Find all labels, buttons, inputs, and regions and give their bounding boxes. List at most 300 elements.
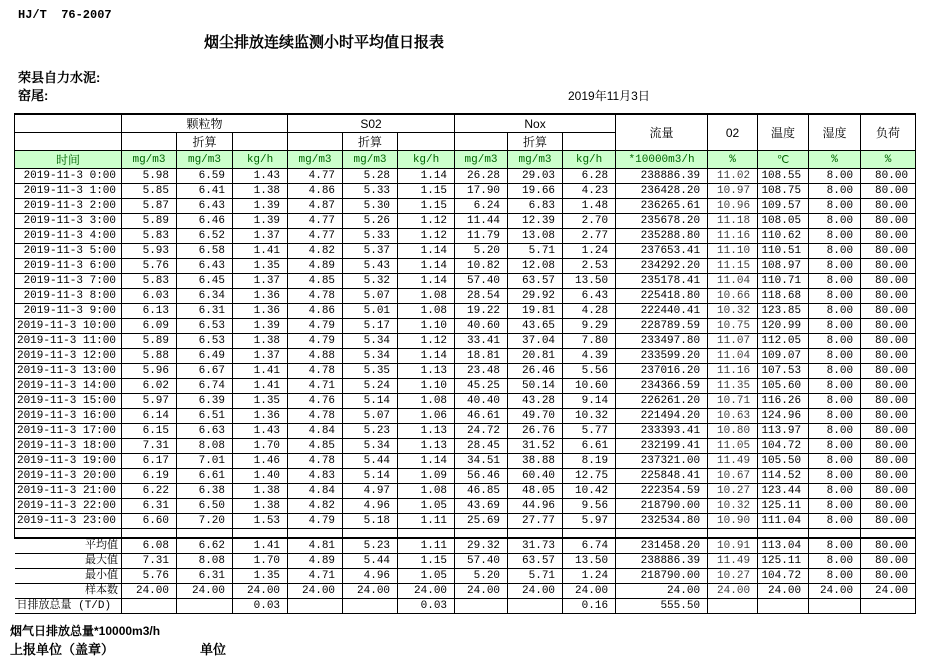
value-cell: 1.08 (398, 484, 455, 499)
value-cell: 5.96 (122, 364, 177, 379)
value-cell: 1.53 (233, 514, 288, 529)
value-cell: 1.38 (233, 484, 288, 499)
value-cell: 1.38 (233, 334, 288, 349)
summary-value-cell: 113.04 (758, 538, 809, 554)
value-cell: 80.00 (861, 439, 916, 454)
value-cell: 6.50 (177, 499, 233, 514)
value-cell: 33.41 (455, 334, 508, 349)
value-cell: 25.69 (455, 514, 508, 529)
value-cell: 31.52 (508, 439, 563, 454)
value-cell: 5.33 (343, 229, 398, 244)
value-cell: 19.81 (508, 304, 563, 319)
unit-header: % (861, 151, 916, 169)
summary-value-cell: 1.11 (398, 538, 455, 554)
value-cell: 80.00 (861, 424, 916, 439)
value-cell: 105.60 (758, 379, 809, 394)
summary-value-cell (288, 598, 343, 613)
value-cell: 80.00 (861, 514, 916, 529)
summary-value-cell: 218790.00 (616, 568, 708, 583)
value-cell: 10.96 (708, 199, 758, 214)
value-cell: 8.00 (809, 514, 861, 529)
table-row (15, 274, 916, 289)
unit-header: ℃ (758, 151, 809, 169)
value-cell: 6.52 (177, 229, 233, 244)
value-cell: 5.17 (343, 319, 398, 334)
spacer-cell (398, 529, 455, 538)
unit-header: mg/m3 (177, 151, 233, 169)
summary-value-cell: 24.00 (122, 583, 177, 598)
value-cell: 6.59 (177, 169, 233, 184)
value-cell: 8.00 (809, 349, 861, 364)
spacer-row (15, 529, 916, 538)
value-cell: 43.69 (455, 499, 508, 514)
unit-header: kg/h (233, 151, 288, 169)
value-cell: 9.56 (563, 499, 616, 514)
summary-row (15, 598, 916, 613)
value-cell: 233393.41 (616, 424, 708, 439)
value-cell: 236428.20 (616, 184, 708, 199)
group-header-nox: Nox (455, 114, 616, 133)
report-table (14, 113, 916, 614)
value-cell: 6.49 (177, 349, 233, 364)
value-cell: 107.53 (758, 364, 809, 379)
value-cell: 5.33 (343, 184, 398, 199)
unit-header: mg/m3 (455, 151, 508, 169)
table-row (15, 439, 916, 454)
value-cell: 109.07 (758, 349, 809, 364)
value-cell: 112.05 (758, 334, 809, 349)
unit-header: mg/m3 (508, 151, 563, 169)
value-cell: 1.24 (563, 244, 616, 259)
spacer-cell (455, 529, 508, 538)
value-cell: 111.04 (758, 514, 809, 529)
value-cell: 4.78 (288, 364, 343, 379)
value-cell: 1.14 (398, 349, 455, 364)
value-cell: 8.00 (809, 364, 861, 379)
value-cell: 5.14 (343, 469, 398, 484)
value-cell: 218790.00 (616, 499, 708, 514)
station-name: 窑尾: (18, 88, 49, 103)
value-cell: 6.60 (122, 514, 177, 529)
value-cell: 11.02 (708, 169, 758, 184)
table-row (15, 349, 916, 364)
group-header-humidity: 湿度 (809, 114, 861, 151)
summary-value-cell: 4.96 (343, 568, 398, 583)
value-cell: 1.06 (398, 409, 455, 424)
time-cell: 2019-11-3 3:00 (15, 214, 122, 229)
table-body (15, 169, 916, 614)
value-cell: 6.09 (122, 319, 177, 334)
summary-row (15, 583, 916, 598)
summary-value-cell: 10.27 (708, 568, 758, 583)
company-name: 荣县自力水泥: (18, 70, 101, 85)
value-cell: 11.18 (708, 214, 758, 229)
value-cell: 1.36 (233, 289, 288, 304)
summary-label: 样本数 (15, 583, 122, 598)
value-cell: 5.85 (122, 184, 177, 199)
summary-value-cell: 24.00 (616, 583, 708, 598)
value-cell: 4.84 (288, 424, 343, 439)
value-cell: 1.43 (233, 424, 288, 439)
value-cell: 5.97 (122, 394, 177, 409)
value-cell: 6.74 (177, 379, 233, 394)
value-cell: 5.89 (122, 334, 177, 349)
value-cell: 80.00 (861, 319, 916, 334)
spacer-cell (15, 529, 122, 538)
value-cell: 6.03 (122, 289, 177, 304)
time-cell: 2019-11-3 0:00 (15, 169, 122, 184)
summary-value-cell (708, 598, 758, 613)
blank-cell (15, 133, 122, 151)
value-cell: 80.00 (861, 484, 916, 499)
summary-value-cell: 63.57 (508, 553, 563, 568)
value-cell: 5.24 (343, 379, 398, 394)
value-cell: 40.60 (455, 319, 508, 334)
value-cell: 8.19 (563, 454, 616, 469)
value-cell: 11.07 (708, 334, 758, 349)
standard-code: HJ/T 76-2007 (18, 8, 112, 22)
time-cell: 2019-11-3 16:00 (15, 409, 122, 424)
value-cell: 1.37 (233, 274, 288, 289)
value-cell: 221494.20 (616, 409, 708, 424)
value-cell: 6.28 (563, 169, 616, 184)
subheader-converted-pm: 折算 (177, 133, 233, 151)
value-cell: 18.81 (455, 349, 508, 364)
value-cell: 17.90 (455, 184, 508, 199)
value-cell: 4.79 (288, 319, 343, 334)
value-cell: 80.00 (861, 364, 916, 379)
summary-value-cell: 80.00 (861, 538, 916, 554)
summary-value-cell: 4.71 (288, 568, 343, 583)
value-cell: 34.51 (455, 454, 508, 469)
value-cell: 6.41 (177, 184, 233, 199)
value-cell: 7.01 (177, 454, 233, 469)
value-cell: 4.78 (288, 409, 343, 424)
summary-value-cell: 0.03 (398, 598, 455, 613)
value-cell: 5.93 (122, 244, 177, 259)
table-row (15, 484, 916, 499)
table-row (15, 259, 916, 274)
value-cell: 13.50 (563, 274, 616, 289)
value-cell: 8.00 (809, 274, 861, 289)
value-cell: 5.07 (343, 289, 398, 304)
value-cell: 50.14 (508, 379, 563, 394)
blank-cell (288, 133, 343, 151)
value-cell: 4.79 (288, 514, 343, 529)
value-cell: 6.43 (563, 289, 616, 304)
value-cell: 1.39 (233, 214, 288, 229)
summary-value-cell: 238886.39 (616, 553, 708, 568)
time-cell: 2019-11-3 5:00 (15, 244, 122, 259)
summary-value-cell: 11.49 (708, 553, 758, 568)
value-cell: 10.32 (708, 304, 758, 319)
value-cell: 10.32 (563, 409, 616, 424)
value-cell: 11.05 (708, 439, 758, 454)
value-cell: 6.46 (177, 214, 233, 229)
value-cell: 28.54 (455, 289, 508, 304)
spacer-cell (861, 529, 916, 538)
value-cell: 8.00 (809, 409, 861, 424)
value-cell: 5.76 (122, 259, 177, 274)
value-cell: 4.77 (288, 169, 343, 184)
value-cell: 5.98 (122, 169, 177, 184)
value-cell: 234366.59 (616, 379, 708, 394)
table-row (15, 394, 916, 409)
value-cell: 4.23 (563, 184, 616, 199)
time-cell: 2019-11-3 23:00 (15, 514, 122, 529)
value-cell: 5.14 (343, 394, 398, 409)
value-cell: 2.53 (563, 259, 616, 274)
value-cell: 11.04 (708, 349, 758, 364)
value-cell: 4.82 (288, 499, 343, 514)
summary-value-cell: 7.31 (122, 553, 177, 568)
spacer-cell (708, 529, 758, 538)
value-cell: 26.46 (508, 364, 563, 379)
time-cell: 2019-11-3 15:00 (15, 394, 122, 409)
value-cell: 226261.20 (616, 394, 708, 409)
value-cell: 26.28 (455, 169, 508, 184)
value-cell: 234292.20 (616, 259, 708, 274)
value-cell: 1.08 (398, 304, 455, 319)
value-cell: 8.00 (809, 334, 861, 349)
value-cell: 1.15 (398, 184, 455, 199)
value-cell: 8.00 (809, 199, 861, 214)
time-cell: 2019-11-3 7:00 (15, 274, 122, 289)
value-cell: 1.13 (398, 439, 455, 454)
table-row (15, 184, 916, 199)
summary-value-cell (122, 598, 177, 613)
value-cell: 116.26 (758, 394, 809, 409)
summary-value-cell: 24.00 (455, 583, 508, 598)
value-cell: 108.97 (758, 259, 809, 274)
value-cell: 236265.61 (616, 199, 708, 214)
value-cell: 4.78 (288, 454, 343, 469)
group-header-flow: 流量 (616, 114, 708, 151)
value-cell: 8.00 (809, 289, 861, 304)
value-cell: 4.79 (288, 334, 343, 349)
summary-value-cell: 10.91 (708, 538, 758, 554)
blank-cell (455, 133, 508, 151)
value-cell: 6.31 (177, 304, 233, 319)
summary-row (15, 538, 916, 554)
value-cell: 6.34 (177, 289, 233, 304)
value-cell: 1.05 (398, 499, 455, 514)
value-cell: 225848.41 (616, 469, 708, 484)
summary-label: 日排放总量 (T/D) (15, 598, 122, 613)
value-cell: 6.45 (177, 274, 233, 289)
unit-label: 单位 (200, 642, 227, 657)
value-cell: 6.53 (177, 334, 233, 349)
value-cell: 11.35 (708, 379, 758, 394)
value-cell: 5.01 (343, 304, 398, 319)
value-cell: 6.63 (177, 424, 233, 439)
spacer-cell (758, 529, 809, 538)
spacer-cell (616, 529, 708, 538)
value-cell: 1.13 (398, 364, 455, 379)
summary-value-cell: 1.24 (563, 568, 616, 583)
summary-value-cell: 24.00 (398, 583, 455, 598)
value-cell: 8.00 (809, 454, 861, 469)
table-row (15, 319, 916, 334)
value-cell: 5.18 (343, 514, 398, 529)
spacer-cell (288, 529, 343, 538)
value-cell: 4.39 (563, 349, 616, 364)
value-cell: 110.51 (758, 244, 809, 259)
value-cell: 2.70 (563, 214, 616, 229)
value-cell: 28.45 (455, 439, 508, 454)
unit-header: mg/m3 (122, 151, 177, 169)
value-cell: 6.61 (177, 469, 233, 484)
summary-value-cell: 6.31 (177, 568, 233, 583)
value-cell: 4.89 (288, 259, 343, 274)
value-cell: 110.62 (758, 229, 809, 244)
value-cell: 114.52 (758, 469, 809, 484)
value-cell: 80.00 (861, 469, 916, 484)
value-cell: 1.37 (233, 229, 288, 244)
value-cell: 5.44 (343, 454, 398, 469)
value-cell: 80.00 (861, 379, 916, 394)
time-column-blank (15, 114, 122, 133)
value-cell: 8.00 (809, 394, 861, 409)
summary-value-cell (758, 598, 809, 613)
value-cell: 6.51 (177, 409, 233, 424)
value-cell: 11.16 (708, 229, 758, 244)
value-cell: 60.40 (508, 469, 563, 484)
value-cell: 11.79 (455, 229, 508, 244)
value-cell: 5.30 (343, 199, 398, 214)
value-cell: 6.58 (177, 244, 233, 259)
value-cell: 12.08 (508, 259, 563, 274)
summary-value-cell: 6.62 (177, 538, 233, 554)
summary-value-cell: 24.00 (758, 583, 809, 598)
summary-value-cell: 5.23 (343, 538, 398, 554)
blank-cell (233, 133, 288, 151)
time-cell: 2019-11-3 2:00 (15, 199, 122, 214)
value-cell: 228789.59 (616, 319, 708, 334)
units-header-row (15, 151, 916, 169)
subheader-converted-nox: 折算 (508, 133, 563, 151)
value-cell: 123.44 (758, 484, 809, 499)
value-cell: 56.46 (455, 469, 508, 484)
table-row (15, 499, 916, 514)
value-cell: 19.22 (455, 304, 508, 319)
value-cell: 6.43 (177, 259, 233, 274)
value-cell: 8.00 (809, 484, 861, 499)
value-cell: 235178.41 (616, 274, 708, 289)
value-cell: 23.48 (455, 364, 508, 379)
value-cell: 1.39 (233, 319, 288, 334)
value-cell: 1.10 (398, 319, 455, 334)
value-cell: 80.00 (861, 499, 916, 514)
value-cell: 10.80 (708, 424, 758, 439)
value-cell: 4.85 (288, 439, 343, 454)
value-cell: 1.39 (233, 199, 288, 214)
value-cell: 6.14 (122, 409, 177, 424)
value-cell: 10.42 (563, 484, 616, 499)
value-cell: 125.11 (758, 499, 809, 514)
value-cell: 4.87 (288, 199, 343, 214)
value-cell: 6.43 (177, 199, 233, 214)
value-cell: 63.57 (508, 274, 563, 289)
value-cell: 5.34 (343, 349, 398, 364)
value-cell: 1.40 (233, 469, 288, 484)
value-cell: 43.65 (508, 319, 563, 334)
value-cell: 11.44 (455, 214, 508, 229)
value-cell: 1.08 (398, 394, 455, 409)
unit-header: kg/h (398, 151, 455, 169)
value-cell: 80.00 (861, 259, 916, 274)
value-cell: 1.11 (398, 514, 455, 529)
summary-value-cell: 1.70 (233, 553, 288, 568)
value-cell: 123.85 (758, 304, 809, 319)
table-row (15, 334, 916, 349)
summary-value-cell: 1.41 (233, 538, 288, 554)
unit-header: % (708, 151, 758, 169)
group-header-load: 负荷 (861, 114, 916, 151)
table-row (15, 364, 916, 379)
summary-value-cell: 31.73 (508, 538, 563, 554)
time-cell: 2019-11-3 11:00 (15, 334, 122, 349)
group-header-temp: 温度 (758, 114, 809, 151)
value-cell: 6.39 (177, 394, 233, 409)
value-cell: 6.15 (122, 424, 177, 439)
value-cell: 1.38 (233, 184, 288, 199)
value-cell: 6.19 (122, 469, 177, 484)
value-cell: 80.00 (861, 274, 916, 289)
group-header-so2: S02 (288, 114, 455, 133)
value-cell: 27.77 (508, 514, 563, 529)
table-row (15, 244, 916, 259)
value-cell: 11.15 (708, 259, 758, 274)
value-cell: 5.28 (343, 169, 398, 184)
unit-header: kg/h (563, 151, 616, 169)
summary-row (15, 553, 916, 568)
time-cell: 2019-11-3 8:00 (15, 289, 122, 304)
table-row (15, 214, 916, 229)
value-cell: 5.26 (343, 214, 398, 229)
summary-value-cell: 24.00 (508, 583, 563, 598)
summary-value-cell: 6.74 (563, 538, 616, 554)
time-cell: 2019-11-3 18:00 (15, 439, 122, 454)
value-cell: 10.66 (708, 289, 758, 304)
value-cell: 113.97 (758, 424, 809, 439)
value-cell: 10.27 (708, 484, 758, 499)
time-cell: 2019-11-3 21:00 (15, 484, 122, 499)
time-cell: 2019-11-3 14:00 (15, 379, 122, 394)
unit-header: *10000m3/h (616, 151, 708, 169)
value-cell: 238886.39 (616, 169, 708, 184)
value-cell: 24.72 (455, 424, 508, 439)
summary-value-cell (177, 598, 233, 613)
value-cell: 11.10 (708, 244, 758, 259)
value-cell: 10.32 (708, 499, 758, 514)
summary-value-cell: 4.89 (288, 553, 343, 568)
value-cell: 8.00 (809, 424, 861, 439)
value-cell: 1.36 (233, 304, 288, 319)
value-cell: 1.14 (398, 169, 455, 184)
value-cell: 40.40 (455, 394, 508, 409)
value-cell: 1.08 (398, 289, 455, 304)
value-cell: 225418.80 (616, 289, 708, 304)
time-cell: 2019-11-3 22:00 (15, 499, 122, 514)
value-cell: 5.88 (122, 349, 177, 364)
summary-value-cell: 0.03 (233, 598, 288, 613)
value-cell: 4.28 (563, 304, 616, 319)
value-cell: 105.50 (758, 454, 809, 469)
value-cell: 26.76 (508, 424, 563, 439)
summary-value-cell: 5.76 (122, 568, 177, 583)
value-cell: 222354.59 (616, 484, 708, 499)
